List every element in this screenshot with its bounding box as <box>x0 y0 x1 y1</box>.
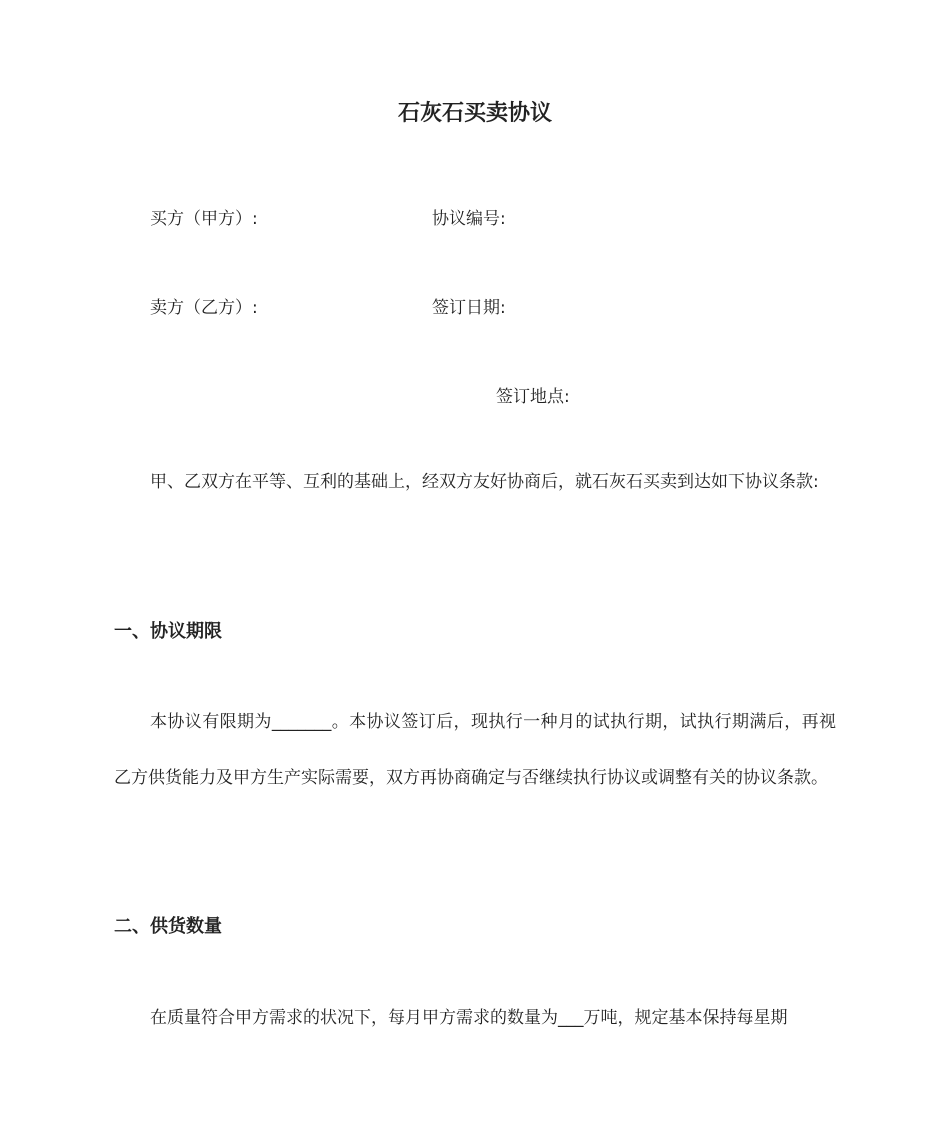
seller-label: 卖方（乙方）: <box>150 298 258 318</box>
section-body-term: 本协议有限期为_______。本协议签订后，现执行一种月的试执行期，试执行期满后，再视乙方供货能力及甲方生产实际需要，双方再协商确定与否继续执行协议或调整有关的协议条款。 <box>114 712 836 788</box>
intro-paragraph: 甲、乙双方在平等、互利的基础上，经双方友好协商后，就石灰石买卖到达如下协议条款: <box>150 472 819 492</box>
agreement-number-label: 协议编号: <box>432 209 506 229</box>
section-heading-quantity: 二、供货数量 <box>114 916 222 937</box>
document-title: 石灰石买卖协议 <box>397 101 552 126</box>
buyer-label: 买方（甲方）: <box>150 209 258 229</box>
section-body-quantity: 在质量符合甲方需求的状况下，每月甲方需求的数量为___万吨，规定基本保持每星期 <box>150 1008 788 1028</box>
sign-date-label: 签订日期: <box>432 298 506 318</box>
sign-place-label: 签订地点: <box>496 387 570 407</box>
section-heading-term: 一、协议期限 <box>114 621 222 642</box>
